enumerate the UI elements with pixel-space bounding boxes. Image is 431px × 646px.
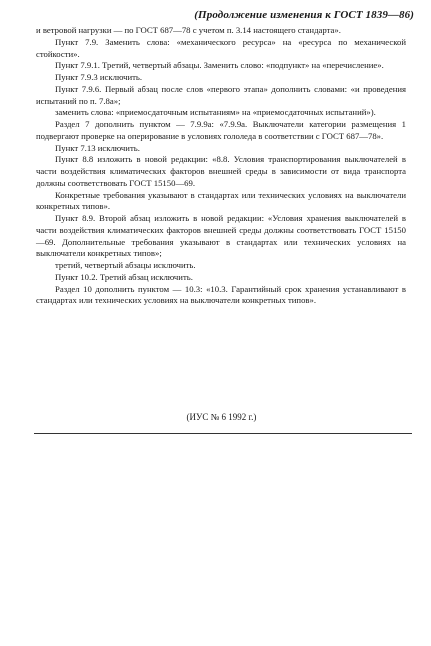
- paragraph: и ветровой нагрузки — по ГОСТ 687—78 с учетом п. 3.14 настоящего стандарта».: [36, 25, 341, 35]
- paragraph: Раздел 10 дополнить пунктом — 10.3: «10.3. Гарантийный срок хранения устанавливают в стандартах или технических условиях на выключатели конкретных типов».: [36, 283, 406, 306]
- paragraph: Пункт 8.8 изложить в новой редакции: «8.8. Условия транспортирования выключателей в части воздействия климатических факторов внешней среды в зависимости от вида транспорта должны соответствовать ГОСТ 15150—69.: [36, 154, 406, 188]
- paragraph: Пункт 7.9.6. Первый абзац после слов «первого этапа» дополнить словами: «и проведения испытаний по п. 7.8а»;: [36, 83, 406, 106]
- paragraph: Пункт 7.13 исключить.: [55, 142, 140, 153]
- amendment-text: [36, 25, 406, 307]
- paragraph: заменить слова: «приемосдаточным испытаниям» на «приемосдаточных испытаний»).: [55, 107, 376, 118]
- page-header: (Продолжение изменения к ГОСТ 1839—86): [194, 9, 414, 21]
- paragraph: Раздел 7 дополнить пунктом — 7.9.9а: «7.9.9а. Выключатели категории размещения 1 подвергают проверке на оперирование в условиях гололеда в соответствии с ГОСТ 687—78».: [36, 119, 406, 141]
- paragraph: третий, четвертый абзацы исключить.: [55, 260, 196, 270]
- paragraph: Пункт 7.9.3 исключить.: [55, 72, 143, 82]
- publication-stamp: (ИУС № 6 1992 г.): [186, 412, 257, 422]
- paragraph: Пункт 7.9. Заменить слова: «механического ресурса» на «ресурса по механической стойкости».: [36, 36, 406, 59]
- paragraph: Пункт 8.9. Второй абзац изложить в новой редакции: «Условия хранения выключателей в части воздействия климатических факторов внешней среды должны соответствовать ГОСТ 15150—69. Дополнительные требования указывают в стандартах или технических условиях на выключатели конкретных типов»;: [36, 213, 406, 259]
- paragraph: Конкретные требования указывают в стандартах или технических условиях на выключатели конкретных типов».: [36, 189, 406, 212]
- paragraph: Пункт 7.9.1. Третий, четвертый абзацы. Заменить слово: «подпункт» на «перечисление».: [55, 60, 384, 71]
- horizontal-rule: [34, 433, 412, 434]
- paragraph: Пункт 10.2. Третий абзац исключить.: [55, 271, 193, 282]
